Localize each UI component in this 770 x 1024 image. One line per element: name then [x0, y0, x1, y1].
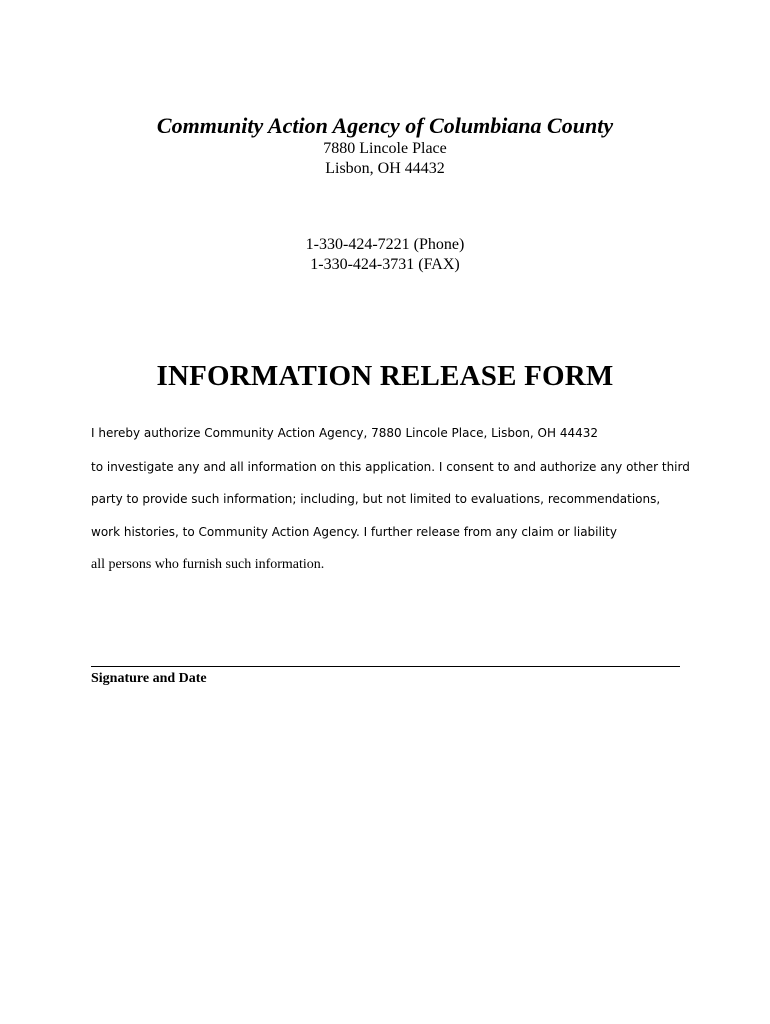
signature-label: Signature and Date [91, 671, 207, 686]
signature-line[interactable] [91, 666, 680, 667]
fax-number: 1-330-424-3731 (FAX) [310, 256, 460, 273]
address-line-2: Lisbon, OH 44432 [325, 160, 445, 177]
address-line-1: 7880 Lincole Place [323, 140, 447, 157]
authorization-text-line: to investigate any and all information on this application. I consent to and authorize any other third [91, 460, 690, 474]
authorization-text-line: all persons who furnish such information. [91, 557, 325, 572]
authorization-text-line: party to provide such information; including, but not limited to evaluations, recommendations, [91, 492, 661, 506]
form-title: INFORMATION RELEASE FORM [156, 360, 614, 392]
authorization-text-line: I hereby authorize Community Action Agency, 7880 Lincole Place, Lisbon, OH 44432 [91, 426, 599, 440]
organization-name: Community Action Agency of Columbiana County [156, 113, 614, 138]
authorization-text-line: work histories, to Community Action Agency. I further release from any claim or liability [91, 525, 617, 539]
phone-number: 1-330-424-7221 (Phone) [305, 236, 465, 253]
